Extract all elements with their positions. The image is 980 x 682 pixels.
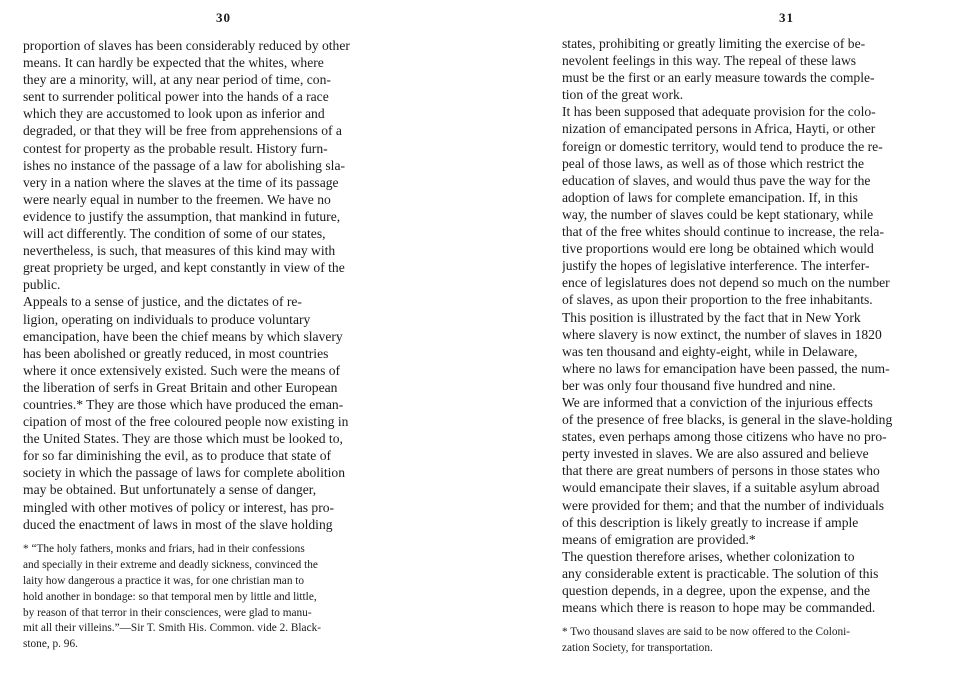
text-line: states, prohibiting or greatly limiting the exercise of be- bbox=[562, 36, 866, 51]
text-line: countries.* They are those which have produced the eman- bbox=[23, 396, 344, 412]
text-line: evidence to justify the assumption, that mankind in future, bbox=[23, 208, 341, 224]
text-line: education of slaves, and would thus pave the way for the bbox=[562, 172, 871, 188]
text-line: nevertheless, is such, that measures of this kind may with bbox=[23, 243, 336, 259]
text-line: where no laws for emancipation have been passed, the num- bbox=[562, 360, 890, 376]
text-line: of the presence of free blacks, is general in the slave-holding bbox=[562, 412, 893, 428]
text-line: public. bbox=[23, 277, 61, 293]
text-line: would emancipate their slaves, if a suitable asylum abroad bbox=[562, 480, 880, 496]
footnote bbox=[562, 625, 960, 657]
text-line: which they are accustomed to look upon as inferior and bbox=[23, 106, 325, 122]
text-line: where slavery is now extinct, the number of slaves in 1820 bbox=[562, 326, 882, 342]
text-line: means of emigration are provided.* bbox=[562, 531, 756, 547]
text-line: means which there is reason to hope may be commanded. bbox=[562, 600, 876, 616]
right-page bbox=[490, 0, 980, 682]
text-line: adoption of laws for complete emancipation. If, in this bbox=[562, 189, 858, 205]
text-line: emancipation, have been the chief means by which slavery bbox=[23, 328, 343, 344]
text-line: states, even perhaps among those citizens who have no pro- bbox=[562, 429, 887, 445]
text-line: they are a minority, will, at any near period of time, con- bbox=[23, 72, 331, 88]
text-line: ishes no instance of the passage of a law for abolishing sla- bbox=[23, 157, 346, 173]
text-line: society in which the passage of laws for complete abolition bbox=[23, 465, 346, 481]
text-line: This position is illustrated by the fact that in New York bbox=[562, 309, 861, 325]
text-line: ber was only four thousand five hundred and nine. bbox=[562, 377, 836, 393]
text-line: way, the number of slaves could be kept stationary, while bbox=[562, 206, 874, 222]
text-line: cipation of most of the free coloured people now existing in bbox=[23, 414, 349, 430]
text-line: must be the first or an early measure towards the comple- bbox=[562, 70, 875, 86]
footnote bbox=[23, 542, 423, 653]
text-line: where it once extensively existed. Such were the means of bbox=[23, 362, 341, 378]
page-number: 30 bbox=[216, 10, 231, 25]
text-line: were nearly equal in number to the freemen. We have no bbox=[23, 191, 331, 207]
footnote-line: * “The holy fathers, monks and friars, had in their confessions bbox=[23, 543, 305, 555]
text-line: ence of legislatures does not depend so much on the number bbox=[562, 275, 890, 291]
text-line: that there are great numbers of persons in those states who bbox=[562, 463, 880, 479]
footnote-line: hold another in bondage: so that temporal men by little and little, bbox=[23, 590, 317, 603]
text-line: has been abolished or greatly reduced, in most countries bbox=[23, 345, 329, 361]
text-line: sent to surrender political power into the hands of a race bbox=[23, 89, 329, 105]
text-line: any considerable extent is practicable. The solution of this bbox=[562, 565, 879, 581]
text-line: of this description is likely greatly to increase if ample bbox=[562, 514, 859, 530]
text-line: great propriety be urged, and kept constantly in view of the bbox=[23, 260, 345, 276]
text-line: for so far diminishing the evil, as to produce that state of bbox=[23, 448, 332, 464]
footnote-line: and specially in their extreme and deadly sickness, convinced the bbox=[23, 558, 318, 571]
text-line: will act differently. The condition of some of our states, bbox=[23, 226, 326, 242]
text-line: of slaves, as upon their proportion to the free inhabitants. bbox=[562, 292, 873, 308]
text-line: was ten thousand and eighty-eight, while in Delaware, bbox=[562, 343, 858, 359]
text-line: the liberation of serfs in Great Britain and other European bbox=[23, 379, 338, 395]
text-line: We are informed that a conviction of the injurious effects bbox=[562, 394, 873, 410]
footnote-line: stone, p. 96. bbox=[23, 638, 78, 651]
text-line: perty invested in slaves. We are also assured and believe bbox=[562, 446, 869, 462]
text-line: mingled with other motives of policy or interest, has pro- bbox=[23, 499, 335, 515]
footnote-line: * Two thousand slaves are said to be now offered to the Coloni- bbox=[562, 626, 851, 638]
page-number: 31 bbox=[779, 10, 794, 25]
body-text bbox=[23, 37, 423, 533]
text-line: very in a nation where the slaves at the time of its passage bbox=[23, 174, 339, 190]
text-line: ligion, operating on individuals to produce voluntary bbox=[23, 311, 311, 327]
footnote-line: by reason of that terror in their consciences, were glad to manu- bbox=[23, 606, 312, 619]
text-line: nization of emancipated persons in Africa, Hayti, or other bbox=[562, 121, 876, 137]
text-line: means. It can hardly be expected that the whites, where bbox=[23, 55, 324, 71]
text-line: The question therefore arises, whether colonization to bbox=[562, 548, 855, 564]
text-line: tion of the great work. bbox=[562, 87, 684, 103]
text-line: that of the free whites should continue to increase, the rela- bbox=[562, 224, 884, 240]
text-line: It has been supposed that adequate provision for the colo- bbox=[562, 104, 876, 120]
footnote-line: mit all their villeins.”—Sir T. Smith His. Common. vide 2. Black- bbox=[23, 622, 321, 635]
text-line: were provided for them; and that the number of individuals bbox=[562, 497, 885, 513]
text-line: Appeals to a sense of justice, and the dictates of re- bbox=[23, 294, 302, 310]
text-line: tive proportions would ere long be obtained which would bbox=[562, 241, 874, 257]
footnote-line: laity how dangerous a practice it was, for one christian man to bbox=[23, 574, 305, 587]
text-line: degraded, or that they will be free from apprehensions of a bbox=[23, 123, 342, 139]
text-line: question depends, in a degree, upon the expense, and the bbox=[562, 583, 871, 598]
text-line: may be obtained. But unfortunately a sense of danger, bbox=[23, 482, 317, 498]
text-line: the United States. They are those which must be looked to, bbox=[23, 431, 343, 447]
body-text bbox=[562, 35, 960, 616]
text-line: duced the enactment of laws in most of the slave holding bbox=[23, 516, 333, 532]
text-line: foreign or domestic territory, would tend to produce the re- bbox=[562, 138, 883, 154]
text-line: peal of those laws, as well as of those which restrict the bbox=[562, 155, 864, 171]
text-line: contest for property as the probable result. History furn- bbox=[23, 140, 328, 156]
text-line: nevolent feelings in this way. The repeal of these laws bbox=[562, 53, 857, 69]
text-line: justify the hopes of legislative interference. The interfer- bbox=[562, 258, 870, 274]
footnote-line: zation Society, for transportation. bbox=[562, 641, 713, 654]
text-line: proportion of slaves has been considerably reduced by other bbox=[23, 38, 350, 53]
